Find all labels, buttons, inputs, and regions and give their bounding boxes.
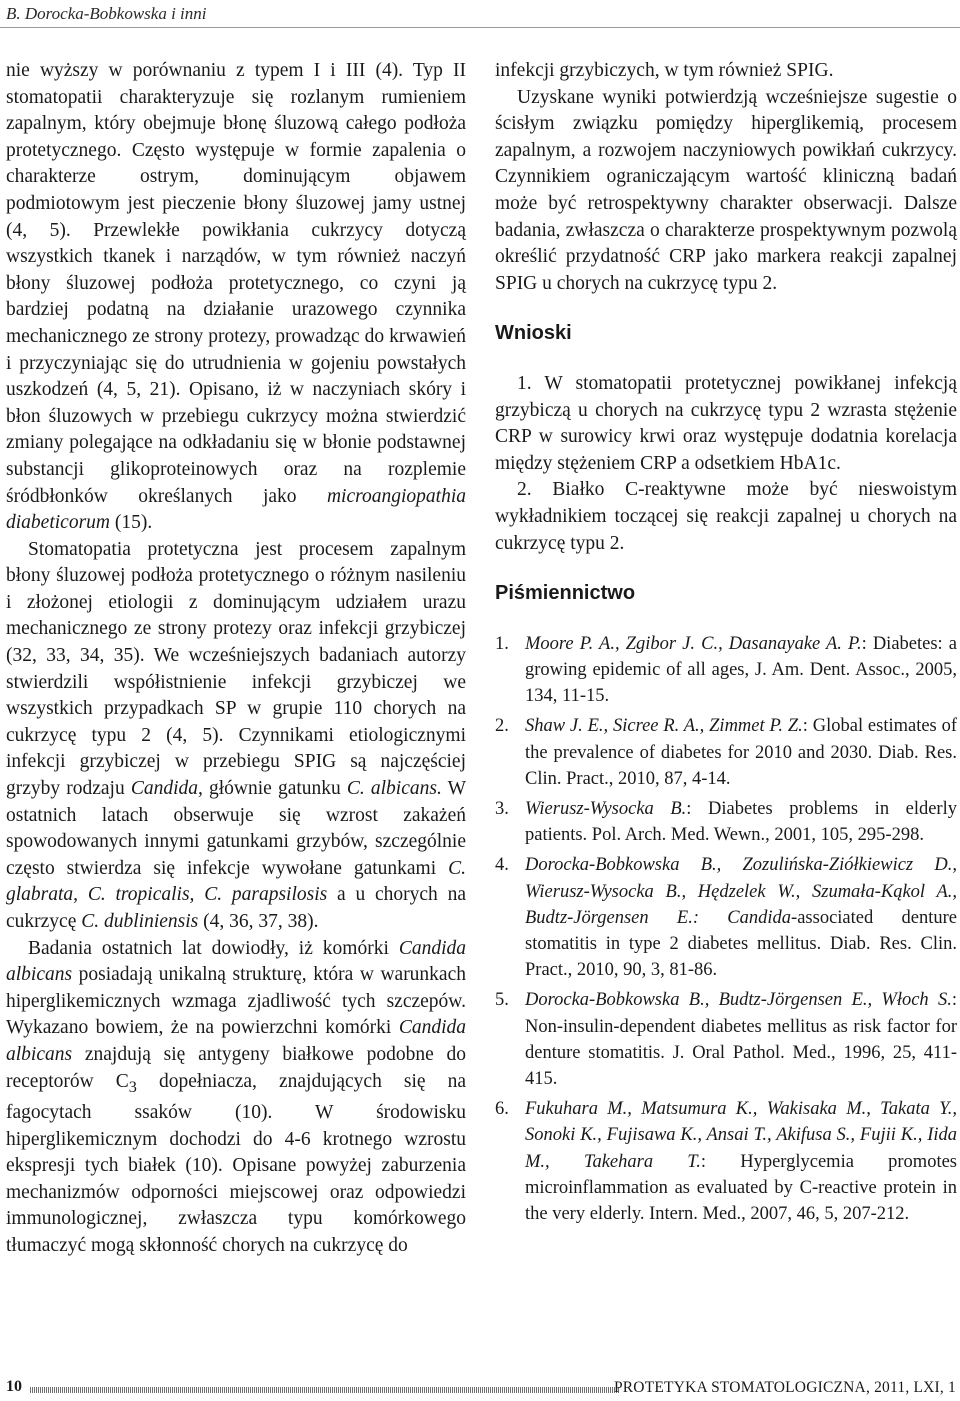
page-number: 10 — [6, 1378, 22, 1395]
references-list — [495, 631, 957, 1227]
conclusions-list — [495, 371, 957, 557]
conclusion-item: 2. Białko C-reaktywne może być nieswoistym wykładnikiem toczącej się reakcji zapalnej u chorych na cukrzycę typu 2. — [495, 479, 957, 554]
reference-item: 3. Wierusz-Wysocka B.: Diabetes problems in elderly patients. Pol. Arch. Med. Wewn., 2001, 105, 295-298. — [495, 798, 957, 846]
paragraph-diabetes-complications: nie wyższy w porównaniu z typem I i III (4). Typ II stomatopatii charakteryzuje się rozlanym rumieniem zapalnym, który obejmuje błonę śluzową całego podłoża protetycznego. Często występuje w formie zapalenia o charakterze ostrym, dominującym objawem podmiotowym jest pieczenie błony śluzowej jamy ustnej (4, 5). Przewlekłe powikłania cukrzycy dotyczą wszystkich tkanek i narządów, w tym również naczyń błony śluzowej podłoża protetycznego, co czyni ją bardziej podatną na działanie urazowego czynnika mechanicznego ze strony protezy, prowadząc do krwawień i przyczyniając się do utrudnienia w gojeniu powstałych uszkodzeń (4, 5, 21). Opisano, iż w naczyniach skóry i błon śluzowych w przebiegu cukrzycy można stwierdzić zmiany polegające na odkładaniu się w błonie podstawnej substancji glikoproteinowych oraz na rozplemie śródbłonków określanych jako microangiopathia diabeticorum (15). — [6, 60, 466, 534]
conclusions-heading: Wnioski — [495, 322, 572, 345]
running-head: B. Dorocka-Bobkowska i inni — [6, 4, 207, 23]
paragraph-continuation: infekcji grzybiczych, w tym również SPIG. — [495, 60, 834, 81]
paragraph-stomatopathy: Stomatopatia protetyczna jest procesem zapalnym błony śluzowej podłoża protetycznego o różnym nasileniu i złożonej etiologii z dominującym udziałem urazu mechanicznego ze strony protezy oraz infekcji grzybiczej (32, 33, 34, 35). We wcześniejszych badaniach autorzy stwierdzili współistnienie infekcji grzybiczej we wszystkich przypadkach SP w grupie 110 chorych na cukrzycę typu 2 (4, 5). Czynnikami etiologicznymi infekcji grzybiczej w przebiegu SPIG są najczęściej grzyby rodzaju Candida, głównie gatunku C. albicans. W ostatnich latach obserwuje się wzrost zakażeń spowodowanych innymi gatunkami grzybów, szczególnie często stwierdza się infekcje wywołane gatunkami C. glabrata, C. tropicalis, C. parapsilosis a u chorych na cukrzycę C. dubliniensis (4, 36, 37, 38). — [6, 538, 466, 932]
footer-divider — [30, 1387, 620, 1393]
journal-footer: PROTETYKA STOMATOLOGICZNA, 2011, LXI, 1 — [613, 1379, 956, 1396]
header-divider — [0, 27, 960, 28]
left-column — [6, 58, 466, 1260]
reference-item: 6. Fukuhara M., Matsumura K., Wakisaka M., Takata Y., Sonoki K., Fujisawa K., Ansai T., Akifusa S., Fujii K., Iida M., Takehara T.: Hyperglycemia promotes microinflammation as evaluated by C-reactive protein in the very elderly. Intern. Med., 2007, 46, 5, 207-212. — [495, 1099, 957, 1224]
right-column — [495, 58, 957, 1231]
paragraph-candida-research: Badania ostatnich lat dowiodły, iż komórki Candida albicans posiadają unikalną strukturę, która w warunkach hiperglikemicznych wzmaga zjadliwość tych szczepów. Wykazano bowiem, że na powierzchni komórki Candida albicans znajdują się antygeny białkowe podobne do receptorów $C_3$ dopełniacza, znajdujących się na fagocytach ssaków (10). W środowisku hiperglikemicznym dochodzi do 4-6 krotnego wzrostu ekspresji tych białek (10). Opisane powyżej zaburzenia mechanizmów odporności miejscowej oraz odpowiedzi immunologicznej, zwłaszcza typu komórkowego tłumaczyć mogą skłonność chorych na cukrzycę do — [6, 937, 466, 1257]
references-heading: Piśmiennictwo — [495, 582, 636, 605]
reference-item: 2. Shaw J. E., Sicree R. A., Zimmet P. Z.: Global estimates of the prevalence of diabetes for 2010 and 2030. Diab. Res. Clin. Pract., 2010, 87, 4-14. — [495, 716, 958, 789]
paragraph-results-discussion: Uzyskane wyniki potwierdzją wcześniejsze sugestie o ścisłym związku pomiędzy hiperglikemią, procesem zapalnym, a rozwojem naczyniowych powikłań cukrzycy. Czynnikiem ograniczającym wartość kliniczną badań może być retrospektywny charakter obserwacji. Dalsze badania, zwłaszcza o charakterze prospektywnym pozwolą określić przydatność CRP jako markera reakcji zapalnej SPIG u chorych na cukrzycę typu 2. — [495, 86, 957, 294]
term-microangiopathia: microangiopathia diabeticorum — [6, 485, 466, 534]
reference-item: 1. Moore P. A., Zgibor J. C., Dasanayake A. P.: Diabetes: a growing epidemic of all ages, J. Am. Dent. Assoc., 2005, 134, 11-15. — [495, 633, 957, 707]
reference-item: 5. Dorocka-Bobkowska B., Budtz-Jörgensen E., Włoch S.: Non-insulin-dependent diabetes mellitus as risk factor for denture stomatitis. J. Oral Pathol. Med., 1996, 25, 411-415. — [495, 990, 957, 1089]
conclusion-item: 1. W stomatopatii protetycznej powikłanej infekcją grzybiczą u chorych na cukrzycę typu 2 wzrasta stężenie CRP w surowicy krwi oraz występuje dodatnia korelacja między stężeniem CRP a odsetkiem HbA1c. — [495, 372, 957, 474]
reference-item: 4. Dorocka-Bobkowska B., Zozulińska-Ziółkiewicz D., Wierusz-Wysocka B., Hędzelek W., Szumała-Kąkol A., Budtz-Jörgensen E.: Candida-associated denture stomatitis in type 2 diabetes mellitus. Diab. Res. Clin. Pract., 2010, 90, 3, 81-86. — [495, 855, 957, 981]
